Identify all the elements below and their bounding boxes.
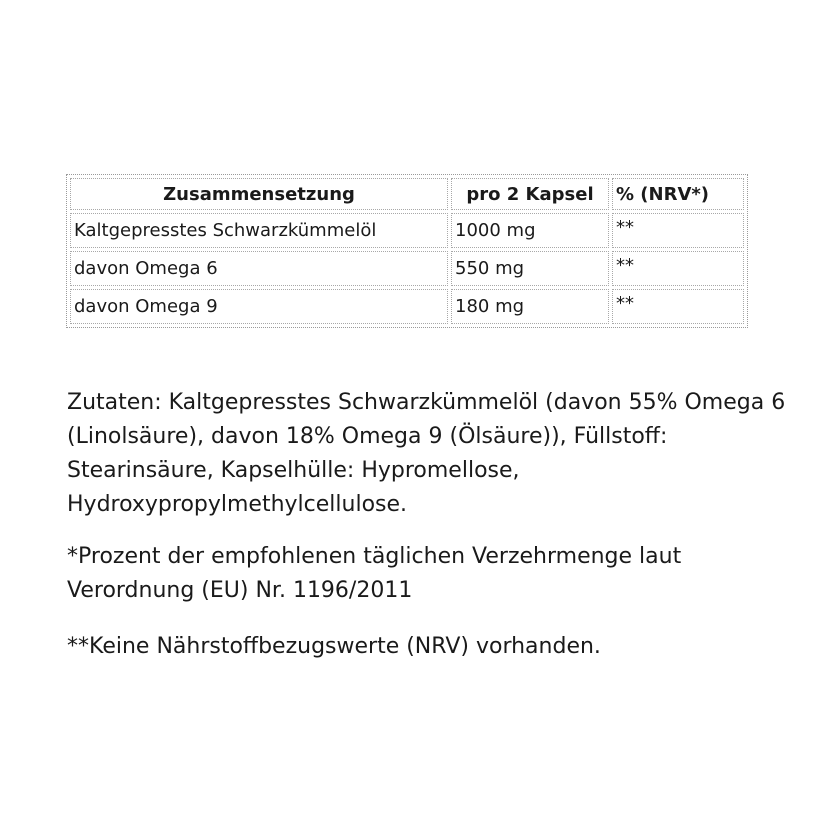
amount-cell: 1000 mg: [451, 213, 609, 248]
column-header-nrv: % (NRV*): [612, 178, 744, 210]
nrv-footnote: *Prozent der empfohlenen täglichen Verzehrmenge laut Verordnung (EU) Nr. 1196/2011: [67, 544, 682, 603]
nrv-cell: **: [612, 289, 744, 324]
table-row: [70, 289, 744, 324]
amount-cell: 180 mg: [451, 289, 609, 324]
column-header-amount: pro 2 Kapsel: [451, 178, 609, 210]
nrv-cell: **: [612, 251, 744, 286]
table-header-row: [70, 178, 744, 210]
table-row: [70, 251, 744, 286]
column-header-composition: Zusammensetzung: [70, 178, 448, 210]
ingredient-name-cell: davon Omega 6: [70, 251, 448, 286]
amount-cell: 550 mg: [451, 251, 609, 286]
table-row: [70, 213, 744, 248]
no-reference-footnote: **Keine Nährstoffbezugswerte (NRV) vorhanden.: [67, 634, 601, 659]
ingredients-text: Zutaten: Kaltgepresstes Schwarzkümmelöl (davon 55% Omega 6 (Linolsäure), davon 18% Omega 9 (Ölsäure)), Füllstoff: Stearinsäure, Kapselhülle: Hypromellose, Hydroxypropylmethylcellulose.: [67, 390, 786, 517]
nrv-cell: **: [612, 213, 744, 248]
ingredient-name-cell: davon Omega 9: [70, 289, 448, 324]
nutrition-table: [66, 174, 748, 328]
ingredient-name-cell: Kaltgepresstes Schwarzkümmelöl: [70, 213, 448, 248]
